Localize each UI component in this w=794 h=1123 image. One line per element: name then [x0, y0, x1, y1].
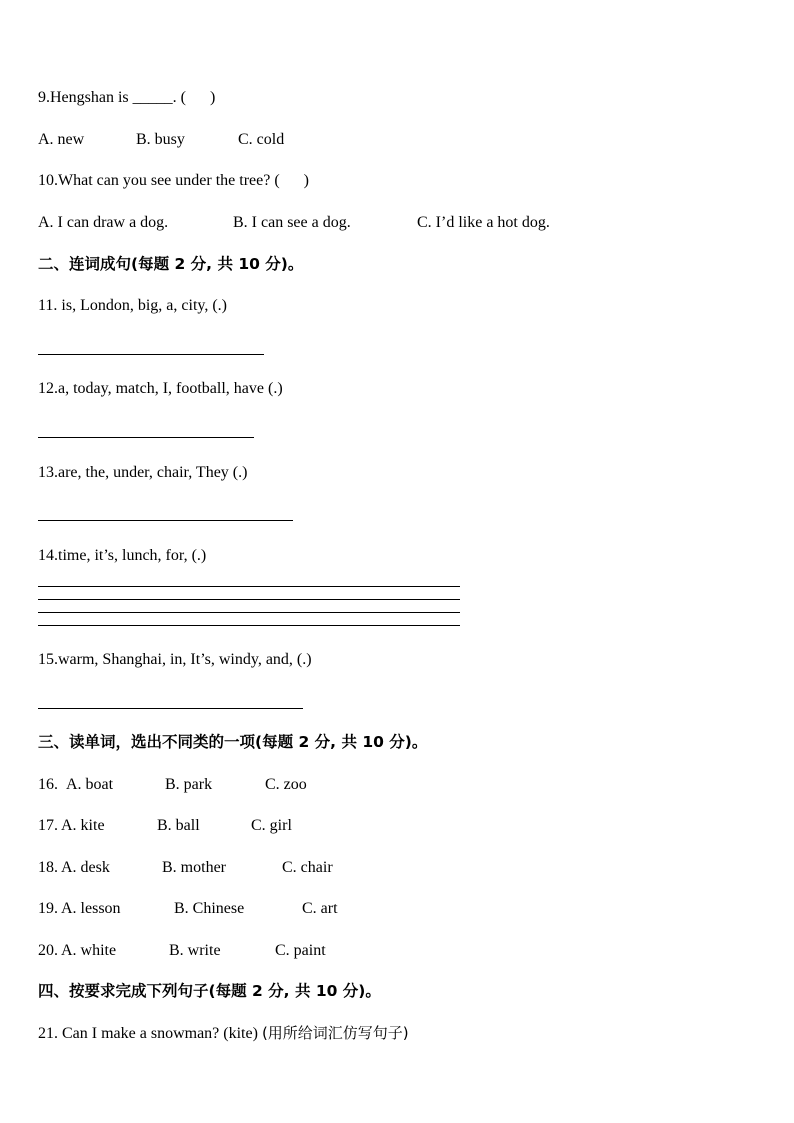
question-18-number: 18.: [38, 859, 58, 876]
question-10-option-c: C. I’d like a hot dog.: [417, 214, 550, 231]
question-16-option-c: C. zoo: [265, 776, 307, 793]
question-18-option-a: A. desk: [61, 859, 110, 876]
question-14-words: 14.time, it’s, lunch, for, (.): [38, 547, 207, 564]
question-18-option-b: B. mother: [162, 859, 226, 876]
question-14-answer-line-3: [38, 612, 460, 613]
section-4-heading: 四、按要求完成下列句子(每题 2 分, 共 10 分)。: [38, 982, 381, 1000]
question-15-words: 15.warm, Shanghai, in, It’s, windy, and, (.): [38, 651, 312, 668]
question-20-number: 20.: [38, 942, 58, 959]
question-12-words: 12.a, today, match, I, football, have (.): [38, 380, 283, 397]
question-21: [38, 1023, 409, 1043]
question-18-option-c: C. chair: [282, 859, 333, 876]
question-17-option-b: B. ball: [157, 817, 200, 834]
question-13-answer-line: [38, 520, 293, 521]
question-10-option-b: B. I can see a dog.: [233, 214, 351, 231]
question-20-option-c: C. paint: [275, 942, 326, 959]
question-16-option-a: A. boat: [66, 776, 114, 793]
question-15-answer-line: [38, 708, 303, 709]
question-10-option-a: A. I can draw a dog.: [38, 214, 169, 231]
question-9-option-c: C. cold: [238, 131, 285, 148]
question-17-number: 17.: [38, 817, 58, 834]
question-21-english: 21. Can I make a snowman? (kite): [38, 1025, 262, 1042]
section-2-heading: 二、连词成句(每题 2 分, 共 10 分)。: [38, 255, 304, 273]
question-16-option-b: B. park: [165, 776, 213, 793]
question-14-answer-line-4: [38, 625, 460, 626]
question-9-option-b: B. busy: [136, 131, 185, 148]
question-19-option-b: B. Chinese: [174, 900, 245, 917]
question-9-stem: 9.Hengshan is _____. ( ): [38, 89, 216, 106]
question-19-option-c: C. art: [302, 900, 338, 917]
question-13-words: 13.are, the, under, chair, They (.): [38, 464, 248, 481]
section-3-heading: 三、读单词，选出不同类的一项(每题 2 分, 共 10 分)。: [38, 733, 428, 751]
question-11-words: 11. is, London, big, a, city, (.): [38, 297, 228, 314]
question-19-option-a: A. lesson: [61, 900, 121, 917]
question-16-number: 16.: [38, 776, 58, 793]
question-12-answer-line: [38, 437, 254, 438]
question-10-stem: 10.What can you see under the tree? ( ): [38, 172, 309, 189]
question-14-answer-line-1: [38, 586, 460, 587]
question-11-answer-line: [38, 354, 264, 355]
question-17-option-c: C. girl: [251, 817, 292, 834]
question-20-option-a: A. white: [61, 942, 117, 959]
question-19-number: 19.: [38, 900, 58, 917]
question-17-option-a: A. kite: [61, 817, 105, 834]
question-21-instruction: (用所给词汇仿写句子): [261, 1024, 409, 1042]
question-20-option-b: B. write: [169, 942, 221, 959]
question-9-option-a: A. new: [38, 131, 85, 148]
question-14-answer-line-2: [38, 599, 460, 600]
